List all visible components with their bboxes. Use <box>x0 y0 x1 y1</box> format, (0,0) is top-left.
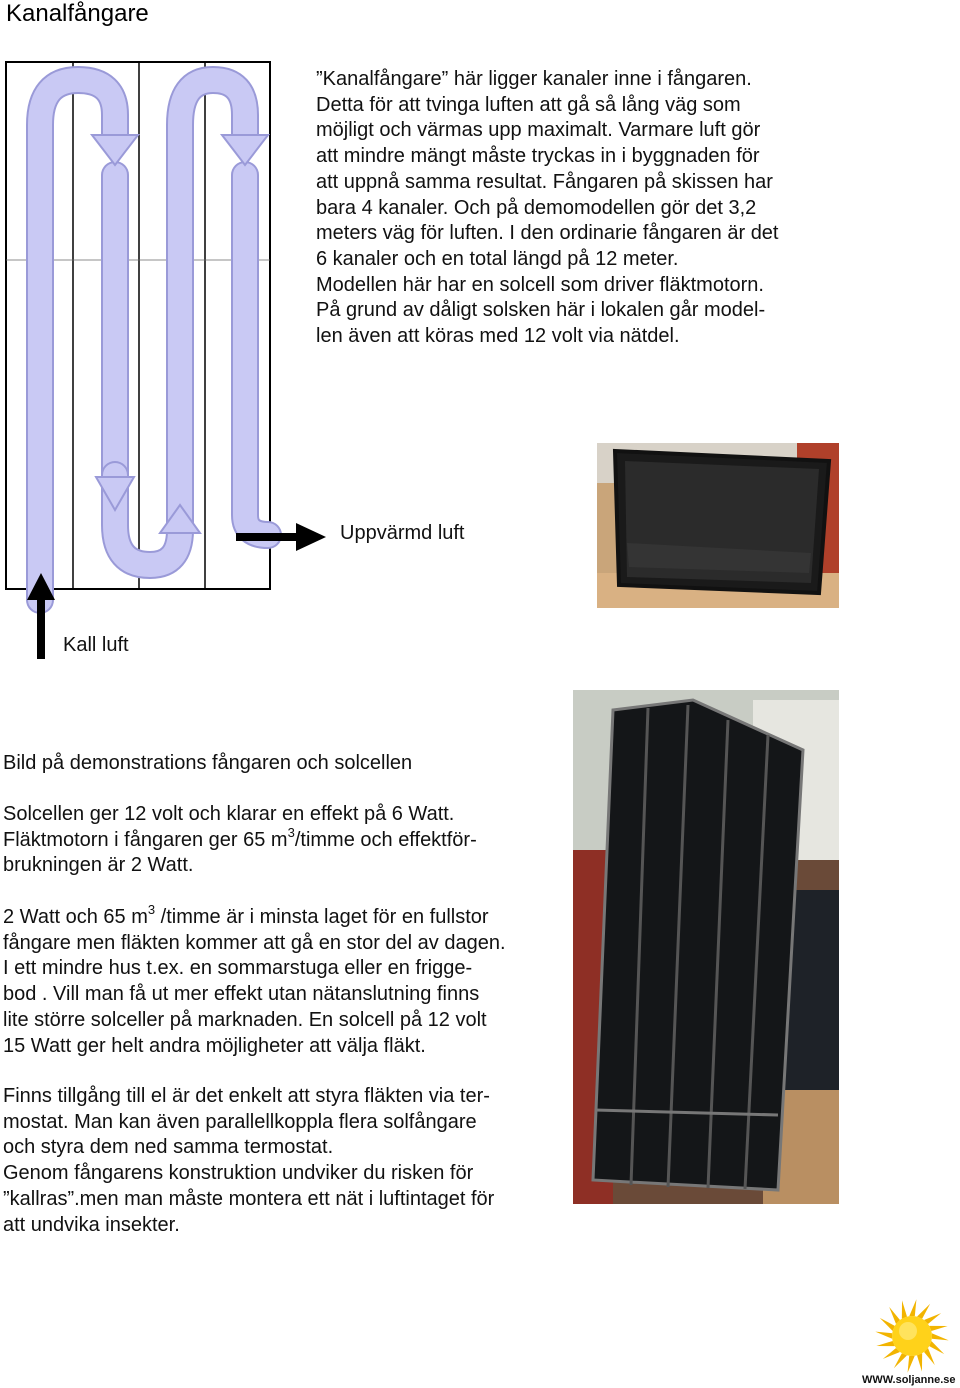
intro-line: ”Kanalfångare” här ligger kanaler inne i fångaren. <box>316 68 752 90</box>
text-line: 2 Watt och 65 $m^3$ /timme är i minsta laget för en fullstor <box>3 902 489 928</box>
text-line: bod . Vill man få ut mer effekt utan nätanslutning finns <box>3 983 480 1006</box>
intro-line: att uppnå samma resultat. Fångaren på skissen har <box>316 170 773 193</box>
website-url[interactable]: WWW.soljanne.se <box>862 1374 956 1386</box>
warm-air-arrow-head <box>296 523 326 551</box>
flow-arrow-head <box>92 135 138 165</box>
intro-line: På grund av dåligt solsken här i lokalen går model- <box>316 299 766 322</box>
flow-arrow-head <box>222 135 268 165</box>
intro-line: möjligt och värmas upp maximalt. Varmare luft gör <box>316 119 761 142</box>
cold-air-label: Kall luft <box>63 634 129 656</box>
sun-ray <box>917 1304 930 1319</box>
intro-line: meters väg för luften. I den ordinarie fångaren är det <box>316 222 779 245</box>
text-line: att undvika insekter. <box>3 1213 180 1236</box>
text-line: Genom fångarens konstruktion undviker du risken för <box>3 1162 474 1185</box>
intro-paragraph <box>316 67 856 350</box>
solar-cell-photo <box>597 443 839 608</box>
sun-ray <box>894 1353 907 1368</box>
sun-ray <box>932 1333 949 1340</box>
sun-logo-icon <box>872 1298 952 1376</box>
paragraph-fan-effect <box>3 902 573 1059</box>
text-line: Finns tillgång till el är det enkelt att styra fläkten via ter- <box>3 1085 490 1107</box>
intro-line: 6 kanaler och en total längd på 12 meter. <box>316 247 679 270</box>
page-title: Kanalfångare <box>6 0 149 27</box>
warm-air-label: Uppvärmd luft <box>340 522 465 544</box>
intro-line: Modellen här har en solcell som driver fläktmotorn. <box>316 273 764 296</box>
sun-ray <box>908 1356 915 1373</box>
text-line: och styra dem ned samma termostat. <box>3 1136 334 1159</box>
intro-line: Detta för att tvinga luften att gå så lång väg som <box>316 93 741 116</box>
sun-ray <box>929 1326 947 1331</box>
text-line: I ett mindre hus t.ex. en sommarstuga eller en frigge- <box>3 957 473 980</box>
text-line: lite större solceller på marknaden. En solcell på 12 volt <box>3 1008 487 1031</box>
sun-ray <box>880 1318 895 1331</box>
sun-ray <box>876 1341 894 1346</box>
intro-line: len även att köras med 12 volt via nätdel. <box>316 325 680 348</box>
paragraph-solar-cell <box>3 802 563 879</box>
air-flow-path <box>40 80 268 600</box>
text-line: 15 Watt ger helt andra möjligheter att välja fläkt. <box>3 1034 426 1057</box>
sun-ray <box>902 1300 907 1318</box>
sun-ray <box>929 1341 944 1354</box>
text-line: mostat. Man kan även parallellkoppla flera solfångare <box>3 1110 477 1133</box>
text-line: fångare men fläkten kommer att gå en stor del av dagen. <box>3 931 506 954</box>
intro-line: bara 4 kanaler. Och på demomodellen gör det 3,2 <box>316 196 757 219</box>
channel-collector-diagram <box>0 55 340 670</box>
text-line: brukningen är 2 Watt. <box>3 854 194 877</box>
paragraph-thermostat <box>3 1084 573 1238</box>
photo-caption: Bild på demonstrations fångaren och solcellen <box>3 752 413 774</box>
text-line: ”kallras”.men man måste montera ett nät i luftintaget för <box>3 1187 495 1210</box>
sun-ray <box>909 1299 916 1316</box>
text-line: Solcellen ger 12 volt och klarar en effekt på 6 Watt. <box>3 803 455 825</box>
intro-line: att mindre mängt måste tryckas in i byggnaden för <box>316 145 760 168</box>
text-line: Fläktmotorn i fångaren ger 65 $m^3$/timme och effektför- <box>3 824 477 851</box>
sun-ray <box>917 1353 922 1371</box>
sun-ray <box>875 1332 892 1339</box>
demonstration-collector-photo <box>573 690 839 1204</box>
